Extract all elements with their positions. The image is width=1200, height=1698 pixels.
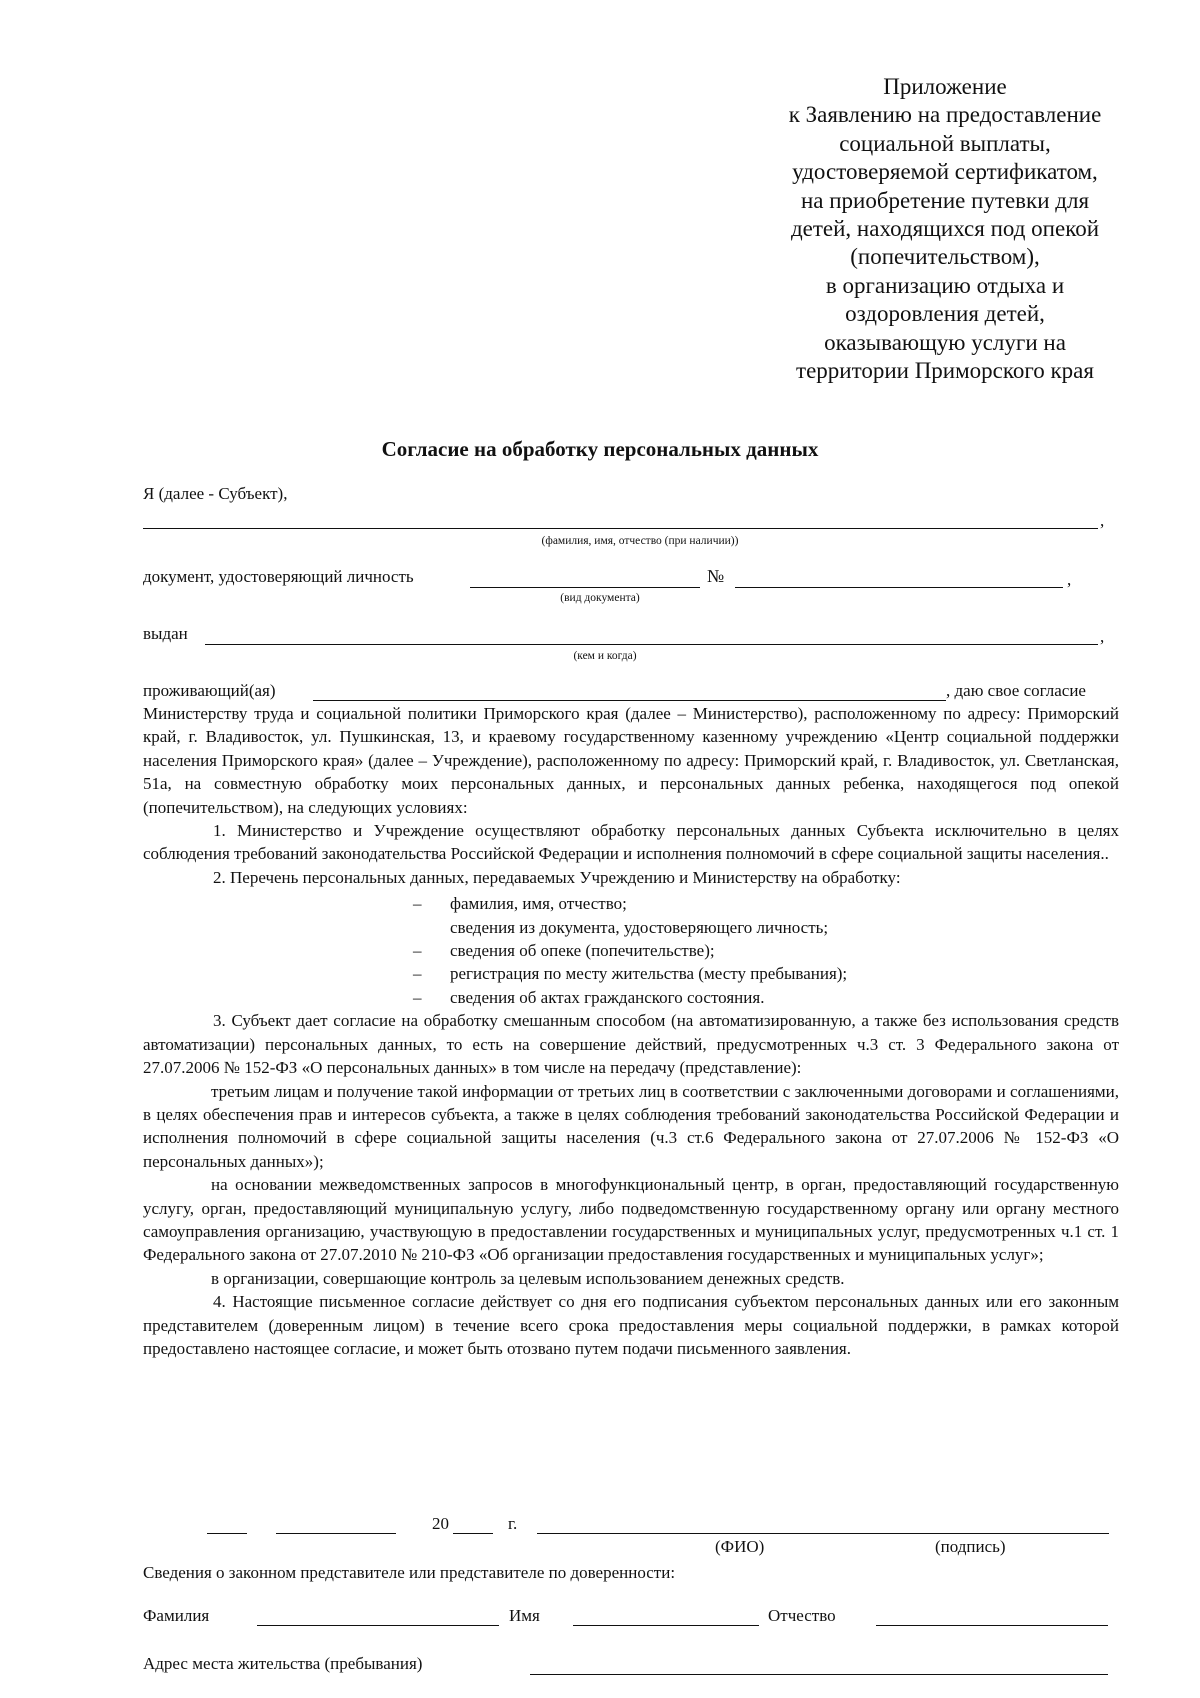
issued-caption: (кем и когда) [573,650,637,662]
appendix-line: Приложение [883,74,1007,99]
data-list [143,892,1119,1009]
appendix-line: оздоровления детей, [845,301,1045,327]
appendix-line: социальной выплаты, [839,130,1051,156]
document-comma: , [1067,570,1072,589]
fio-comma: , [1100,511,1105,530]
clause-4: 4. Настоящие письменное согласие действует со дня его подписания субъектом персональных данных или его законным представителем (доверенным лицом) в течение всего срока предоставления меры социальной поддержки, в рамках которой предоставлено настоящее согласие, и может быть отозвано путем подачи письменного заявления. [143,1292,1119,1358]
clause-1: 1. Министерство и Учреждение осуществляют обработку персональных данных Субъекта исключительно в целях соблюдения требований законодательства Российской Федерации и исполнения полномочий в сфере социальной защиты населения.. [143,821,1119,864]
dash-icon: – [413,964,422,984]
fio-caption: (фамилия, имя, отчество (при наличии)) [541,535,739,547]
surname-field-line[interactable] [257,1625,499,1626]
issued-label: выдан [143,624,188,643]
resides-field-line[interactable] [313,700,946,701]
list-item-text: сведения об актах гражданского состояния. [450,987,765,1007]
list-item-text: сведения об опеке (попечительстве); [450,941,715,961]
signature-caption: (подпись) [935,1537,1006,1556]
dash-icon: – [413,941,422,961]
fio-signature-line[interactable] [537,1533,1109,1534]
name-label: Имя [509,1606,540,1625]
dash-icon: – [413,894,422,914]
list-item [413,916,1119,939]
patronymic-label: Отчество [768,1606,836,1625]
fio-signature-caption: (ФИО) [715,1537,765,1556]
appendix-line: к Заявлению на предоставление [788,102,1102,128]
list-item-text: сведения из документа, удостоверяющего личность; [450,917,829,937]
subject-intro: Я (далее - Субъект), [143,484,288,503]
document-type-line[interactable] [470,587,700,588]
surname-label: Фамилия [143,1606,210,1625]
dash-icon: – [413,987,422,1007]
list-item [413,986,1119,1009]
list-item [413,939,1119,962]
appendix-line: удостоверяемой сертификатом, [792,159,1098,185]
document-label: документ, удостоверяющий личность [143,567,414,586]
consent-body [143,702,1119,1360]
list-item-text: фамилия, имя, отчество; [450,894,627,914]
day-field-line[interactable] [207,1533,247,1534]
consent-start: , даю свое согласие [946,681,1086,700]
fio-field-line[interactable] [143,528,1098,529]
address-label: Адрес места жительства (пребывания) [143,1654,423,1673]
appendix-header [760,73,1130,385]
number-sign: № [707,566,725,586]
list-item-text: регистрация по месту жительства (месту пребывания); [450,964,848,984]
appendix-line: на приобретение путевки для [800,187,1090,213]
appendix-line: оказывающую услуги на [824,329,1066,355]
list-item [413,892,1119,915]
resides-label: проживающий(ая) [143,681,276,700]
clause-3-organizations: в организации, совершающие контроль за целевым использованием денежных средств. [211,1268,845,1288]
name-field-line[interactable] [573,1625,759,1626]
appendix-line: территории Приморского края [796,358,1094,384]
year-suffix: г. [508,1514,518,1533]
year-prefix: 20 [432,1514,449,1533]
appendix-line: в организацию отдыха и [825,272,1065,298]
issued-field-line[interactable] [205,644,1098,645]
patronymic-field-line[interactable] [876,1625,1108,1626]
list-item [413,962,1119,985]
clause-3-interagency: на основании межведомственных запросов в многофункциональный центр, в орган, предоставляющий государственную услугу, орган, предоставляющий муниципальную услугу, либо подведомственную государственному органу или органу местного самоуправления организацию, участвующую в предоставлении государственных и муниципальных услуг, предусмотренных ч.1 ст. 1 Федерального закона от 27.07.2010 № 210-ФЗ «Об организации предоставления государственных и муниципальных услуг»; [143,1175,1119,1265]
appendix-line: детей, находящихся под опекой [790,216,1100,242]
appendix-line: (попечительством), [850,244,1040,270]
clause-3: 3. Субъект дает согласие на обработку смешанным способом (на автоматизированную, а также без использования средств автоматизации) персональных данных, то есть на совершение действий, предусмотренных ч.3 ст. 3 Федерального закона от 27.07.2006 № 152-ФЗ «О персональных данных» в том числе на передачу (представление): [143,1011,1119,1078]
address-field-line[interactable] [530,1674,1108,1675]
document-caption: (вид документа) [560,592,640,604]
consent-paragraph: Министерству труда и социальной политики Приморского края (далее – Министерство), расположенному по адресу: Приморский край, г. Владивосток, ул. Пушкинская, 13, и краевому государственному казенному учреждению «Центр социальной поддержки населения Приморского края» (далее – Учреждение), расположенному по адресу: Приморский край, г. Владивосток, ул. Светланская, 51а, на совместную обработку моих персональных данных, и персональных данных ребенка, находящегося под опекой (попечительством), на следующих условиях: [143,704,1119,817]
month-field-line[interactable] [276,1533,396,1534]
document-number-line[interactable] [735,587,1063,588]
clause-3-third-parties: третьим лицам и получение такой информации от третьих лиц в соответствии с заключенными договорами и соглашениями, в целях обеспечения прав и интересов субъекта, а также в целях соблюдения требований законодательства Российской Федерации и исполнения полномочий в сфере социальной защиты населения (ч.3 ст.6 Федерального закона от 27.07.2006 № 152-ФЗ «О персональных данных»); [143,1081,1119,1171]
representative-heading: Сведения о законном представителе или представителе по доверенности: [143,1563,676,1582]
year-field-line[interactable] [453,1533,493,1534]
issued-comma: , [1100,627,1105,646]
clause-2: 2. Перечень персональных данных, передаваемых Учреждению и Министерству на обработку: [213,867,901,887]
document-title: Согласие на обработку персональных данных [381,437,819,461]
